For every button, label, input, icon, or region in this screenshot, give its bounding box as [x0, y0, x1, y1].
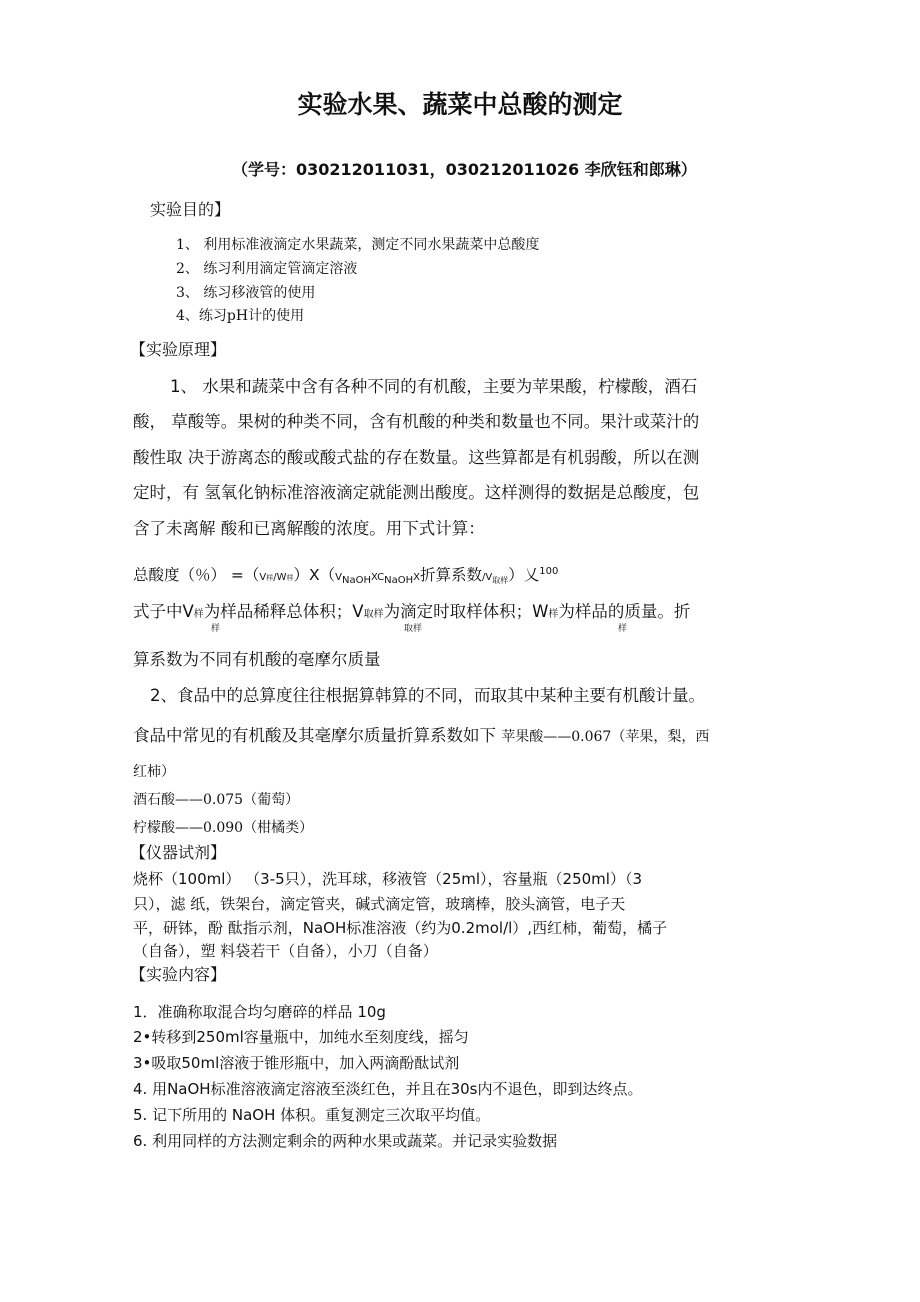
- formula-w: /W: [273, 572, 287, 583]
- content-step: 5. 记下所用的 NaOH 体积。重复测定三次取平均值。: [133, 1106, 491, 1124]
- formula-lhs: 总酸度（％） =（: [133, 566, 260, 584]
- page-title: 实验水果、蔬菜中总酸的测定: [297, 90, 623, 119]
- purpose-item: 2、 练习利用滴定管滴定溶液: [176, 261, 358, 277]
- principle-line: 柠檬酸——0.090（柑橘类）: [133, 820, 314, 836]
- def-text: 为滴定时取样体积；W: [383, 602, 549, 621]
- formula-sub: NaOH: [384, 575, 414, 586]
- formula-sub: 样: [266, 574, 274, 582]
- reagents-line: 烧杯（100ml） （3-5只），洗耳球，移液管（25ml），容量瓶（250ml）（3: [133, 870, 642, 888]
- content-step: 3•吸取50ml溶液于锥形瓶中，加入两滴酚酞试剂: [133, 1054, 460, 1072]
- principle-line: [133, 726, 709, 746]
- principle-line: 含了未离解 酸和已离解酸的浓度。用下式计算：: [133, 519, 485, 538]
- formula-factor: 折算系数: [419, 566, 482, 584]
- def-text: 为样品稀释总体积；V: [203, 602, 364, 621]
- formula-v-naoh: V: [335, 572, 343, 583]
- reagents-line: （自备），塑 料袋若干（自备），小刀（自备）: [133, 942, 438, 960]
- purpose-item: 4、练习pH计的使用: [176, 308, 305, 324]
- formula-paren: ）: [293, 566, 310, 584]
- purpose-item: 3、 练习移液管的使用: [176, 285, 316, 301]
- def-sub: 取样: [363, 609, 384, 620]
- formula-100: 100: [539, 566, 559, 577]
- subtitle: （学号：030212011031，030212011026 李欣钰和郎琳）: [232, 160, 697, 179]
- purpose-item: 1、 利用标准液滴定水果蔬菜，测定不同水果蔬菜中总酸度: [176, 237, 540, 253]
- principle-heading: 【实验原理】: [130, 340, 227, 359]
- formula-xc: XC: [371, 572, 385, 583]
- def-sub: 样: [548, 609, 559, 620]
- formula-x: X: [413, 572, 420, 583]
- def-text: 为样品的质量。折: [558, 602, 691, 621]
- definition-line: [133, 602, 690, 622]
- principle-line: 1、 水果和蔬菜中含有各种不同的有机酸，主要为苹果酸，柠檬酸，酒石: [170, 377, 698, 396]
- def-sub-below: 样: [618, 624, 628, 634]
- reagents-line: 只），滤 纸，铁架台，滴定管夹，碱式滴定管，玻璃棒，胶头滴管，电子天: [133, 895, 626, 913]
- formula-v-take: /V: [482, 572, 493, 583]
- def-sub-below: 样: [211, 624, 221, 634]
- principle-line: 红柿）: [133, 764, 175, 780]
- content-step: 4. 用NaOH标准溶液滴定溶液至淡红色，并且在30s内不退色，即到达终点。: [133, 1080, 643, 1098]
- formula-sub: NaOH: [342, 575, 372, 586]
- formula: [133, 566, 558, 587]
- reagents-line: 平，研钵，酚 酞指示剂，NaOH标准溶液（约为0.2mol/l）,西红柿，葡萄，橘子: [133, 919, 668, 937]
- principle-line: 定时，有 氢氧化钠标准溶液滴定就能测出酸度。这样测得的数据是总酸度，包: [133, 483, 700, 502]
- content-heading: 【实验内容】: [130, 965, 227, 984]
- principle-line: 酸， 草酸等。果树的种类不同，含有机酸的种类和数量也不同。果汁或菜汁的: [133, 412, 700, 431]
- content-step: 6. 利用同样的方法测定剩余的两种水果或蔬菜。并记录实验数据: [133, 1132, 558, 1150]
- def-text: 式子中V: [133, 602, 194, 621]
- principle-line: 2、食品中的总算度往往根据算韩算的不同，而取其中某种主要有机酸计量。: [150, 686, 705, 705]
- formula-times: Ⅹ（: [309, 566, 336, 584]
- reagents-heading: 【仪器试剂】: [130, 843, 227, 862]
- formula-paren: ）乂: [508, 566, 540, 584]
- definition-line: 算系数为不同有机酸的毫摩尔质量: [133, 650, 381, 669]
- content-step: 2•转移到250ml容量瓶中，加纯水至刻度线，摇匀: [133, 1028, 469, 1046]
- def-sub-below: 取样: [404, 624, 423, 634]
- principle-line: 酒石酸——0.075（葡萄）: [133, 792, 300, 808]
- def-sub: 样: [193, 609, 204, 620]
- text: 食品中常见的有机酸及其毫摩尔质量折算系数如下: [133, 726, 496, 745]
- content-step: 1．准确称取混合均匀磨碎的样品 10g: [133, 1003, 386, 1021]
- purpose-heading: 实验目的】: [150, 200, 231, 219]
- text: 苹果酸——0.067（苹果，梨，西: [501, 729, 710, 745]
- principle-line: 酸性取 决于游离态的酸或酸式盐的存在数量。这些算都是有机弱酸，所以在测: [133, 448, 700, 467]
- formula-sub: 取样: [492, 576, 509, 585]
- formula-sub: 样: [286, 574, 294, 582]
- formula-v: V: [259, 572, 267, 583]
